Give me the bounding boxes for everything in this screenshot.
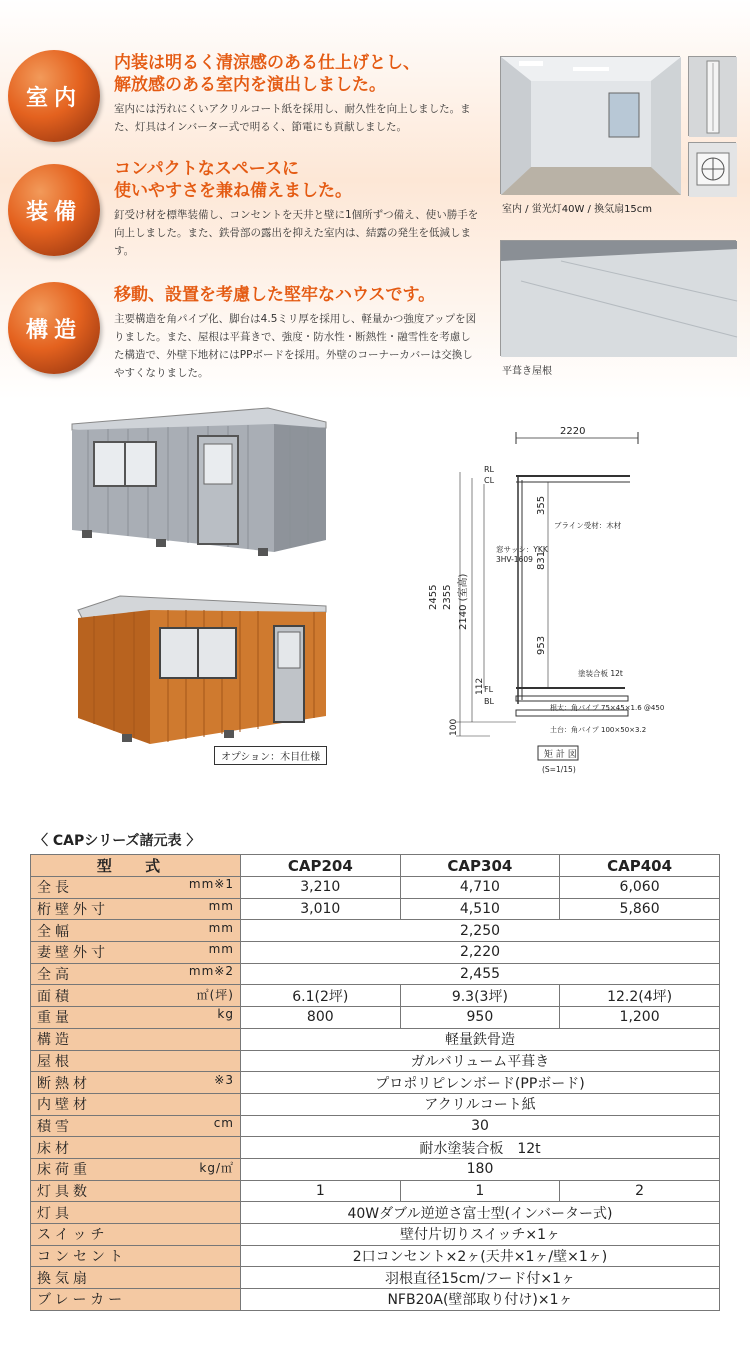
spec-cell-merged: 2口コンセント×2ヶ(天井×1ヶ/壁×1ヶ) [241, 1245, 720, 1267]
note-floor: 塗装合板 12t [578, 669, 623, 678]
spec-row [31, 1137, 720, 1159]
spec-label-text: スイッチ [37, 1227, 109, 1244]
badge-equipment: 装備 [8, 164, 100, 256]
spec-row-label [31, 1180, 241, 1202]
spec-cell: 800 [241, 1007, 401, 1029]
model-cap404: CAP404 [560, 855, 720, 877]
spec-label-text: 屋根 [37, 1053, 73, 1070]
spec-cell: 2 [560, 1180, 720, 1202]
spec-row [31, 1072, 720, 1094]
spec-row [31, 920, 720, 942]
spec-unit-text: mm [208, 920, 234, 935]
dim-100: 100 [449, 718, 459, 736]
spec-row-label [31, 1245, 241, 1267]
spec-cell-merged: 30 [241, 1115, 720, 1137]
spec-cell: 1 [400, 1180, 560, 1202]
spec-row [31, 1180, 720, 1202]
spec-row-label [31, 1289, 241, 1311]
spec-label-text: 断熱材 [37, 1075, 91, 1092]
interior-photo [500, 56, 680, 194]
spec-row [31, 1245, 720, 1267]
spec-row [31, 1224, 720, 1246]
spec-row [31, 942, 720, 964]
feature-body: 主要構造を角パイプ化、脚台は4.5ミリ厚を採用し、軽量かつ強度アップを図りました。また、屋根は平葺きで、強度・防水性・断熱性・融雪性を考慮した構造で、外壁下地材にはPPボードを採用。外壁のコーナーカバーは交換しやすくなりました。 [114, 313, 477, 379]
spec-unit-text: kg/㎡ [199, 1161, 234, 1176]
feature-headline: 移動、設置を考慮した堅牢なハウスです。 [114, 285, 436, 305]
spec-row-label [31, 1137, 241, 1159]
spec-row-label [31, 1007, 241, 1029]
spec-label-text: 換気扇 [37, 1270, 91, 1287]
spec-row [31, 963, 720, 985]
spec-label-text: 妻壁外寸 [37, 945, 109, 962]
dim-355: 355 [536, 495, 547, 515]
dim-112: 112 [475, 677, 485, 695]
roof-photo [500, 240, 736, 356]
section-drawing [420, 420, 665, 780]
spec-row-label [31, 963, 241, 985]
spec-row-label [31, 1224, 241, 1246]
spec-label-text: 面積 [37, 988, 73, 1005]
spec-cell: 9.3(3坪) [400, 985, 560, 1007]
spec-cell: 4,710 [400, 877, 560, 899]
spec-row-label [31, 985, 241, 1007]
spec-cell-merged: 耐水塗装合板 12t [241, 1137, 720, 1159]
spec-row-label [31, 1202, 241, 1224]
spec-unit-text: ※3 [214, 1072, 234, 1087]
spec-cell: 3,010 [241, 898, 401, 920]
model-cap204: CAP204 [241, 855, 401, 877]
level-fl: FL [484, 685, 494, 694]
spec-row [31, 1093, 720, 1115]
spec-row-label [31, 1115, 241, 1137]
feature-body: 室内には汚れにくいアクリルコート紙を採用し、耐久性を向上しました。また、灯具はインバーター式で明るく、節電にも貢献しました。 [114, 103, 471, 133]
spec-table [30, 854, 720, 1311]
note-blind: ブライン受材：木材 [554, 521, 622, 530]
spec-unit-text: mm※1 [188, 877, 234, 892]
spec-unit-text: ㎡(坪) [196, 987, 234, 1002]
spec-row-label [31, 942, 241, 964]
spec-unit-text: mm [208, 899, 234, 914]
spec-label-text: 灯具数 [37, 1183, 91, 1200]
dim-831: 831 [536, 550, 547, 570]
level-rl: RL [484, 465, 495, 474]
spec-label-text: 積雪 [37, 1118, 73, 1135]
drawing-title: 矩 計 図 [544, 750, 577, 760]
spec-header-label: 型 式 [31, 855, 241, 877]
spec-label-text: 全高 [37, 967, 73, 984]
spec-row [31, 1289, 720, 1311]
spec-cell-merged: 40Wダブル逆逆さ富士型(インバーター式) [241, 1202, 720, 1224]
spec-label-text: 桁壁外寸 [37, 902, 109, 919]
spec-label-text: 灯具 [37, 1205, 73, 1222]
dim-2455: 2455 [428, 584, 439, 610]
spec-label-text: ブレーカー [37, 1292, 127, 1309]
feature-headline: 内装は明るく清涼感のある仕上げとし、 解放感のある室内を演出しました。 [114, 53, 420, 95]
spec-row [31, 1202, 720, 1224]
spec-label-text: 全幅 [37, 923, 73, 940]
model-cap304: CAP304 [400, 855, 560, 877]
spec-title: 〈 CAPシリーズ諸元表 〉 [34, 833, 201, 849]
spec-unit-text: mm※2 [188, 964, 234, 979]
spec-row [31, 985, 720, 1007]
spec-row-label [31, 1072, 241, 1094]
spec-header-row [31, 855, 720, 877]
badge-structure: 構造 [8, 282, 100, 374]
roof-caption: 平葺き屋根 [502, 366, 552, 377]
ventilation-fan-photo [688, 142, 736, 196]
light-fixture-photo [688, 56, 736, 136]
spec-label-text: 内壁材 [37, 1097, 91, 1114]
spec-cell-merged: ガルバリューム平葺き [241, 1050, 720, 1072]
spec-unit-text: mm [208, 942, 234, 957]
spec-row [31, 1050, 720, 1072]
dim-2355: 2355 [442, 584, 453, 610]
spec-cell-merged: アクリルコート紙 [241, 1093, 720, 1115]
spec-row-label [31, 1267, 241, 1289]
spec-cell: 6,060 [560, 877, 720, 899]
spec-row-label [31, 1050, 241, 1072]
note-joist: 根太：角パイプ 75×45×1.6 @450 [550, 704, 665, 712]
spec-cell: 12.2(4坪) [560, 985, 720, 1007]
interior-caption: 室内 / 蛍光灯40W / 換気扇15cm [502, 204, 653, 215]
note-base: 土台：角パイプ 100×50×3.2 [550, 726, 647, 734]
note-sash-model: 3HV-1609 [496, 555, 533, 564]
spec-row-label [31, 898, 241, 920]
option-caption: オプション：木目仕様 [214, 746, 327, 765]
spec-label-text: 床荷重 [37, 1162, 91, 1179]
dim-2140: 2140 (室高) [458, 573, 469, 630]
spec-row-label [31, 920, 241, 942]
dim-953: 953 [536, 635, 547, 655]
spec-cell: 5,860 [560, 898, 720, 920]
spec-cell-merged: 2,250 [241, 920, 720, 942]
spec-row-label [31, 1028, 241, 1050]
spec-row [31, 1007, 720, 1029]
spec-cell: 950 [400, 1007, 560, 1029]
spec-label-text: 床材 [37, 1140, 73, 1157]
spec-row-label [31, 1158, 241, 1180]
spec-row [31, 898, 720, 920]
spec-row [31, 1028, 720, 1050]
spec-row [31, 1158, 720, 1180]
spec-row [31, 877, 720, 899]
spec-cell-merged: NFB20A(壁部取り付け)×1ヶ [241, 1289, 720, 1311]
spec-cell: 6.1(2坪) [241, 985, 401, 1007]
badge-interior: 室内 [8, 50, 100, 142]
spec-cell: 4,510 [400, 898, 560, 920]
spec-cell-merged: プロポリピレンボード(PPボード) [241, 1072, 720, 1094]
spec-row-label [31, 1093, 241, 1115]
spec-cell: 3,210 [241, 877, 401, 899]
spec-cell-merged: 壁付片切りスイッチ×1ヶ [241, 1224, 720, 1246]
level-cl: CL [484, 476, 495, 485]
spec-cell-merged: 180 [241, 1158, 720, 1180]
spec-row [31, 1267, 720, 1289]
width-dim-label: 2220 [560, 426, 586, 437]
spec-cell-merged: 2,220 [241, 942, 720, 964]
spec-unit-text: cm [213, 1115, 234, 1130]
spec-label-text: コンセント [37, 1249, 127, 1266]
feature-headline: コンパクトなスペースに 使いやすさを兼ね備えました。 [114, 159, 352, 201]
unit-wood-illustration [74, 592, 330, 746]
spec-label-text: 構造 [37, 1032, 73, 1049]
spec-cell-merged: 2,455 [241, 963, 720, 985]
drawing-scale: (S=1/15) [542, 765, 576, 774]
spec-cell-merged: 軽量鉄骨造 [241, 1028, 720, 1050]
note-sash: 窓サッシ：YKK [496, 545, 548, 554]
spec-row-label [31, 877, 241, 899]
level-bl: BL [484, 697, 494, 706]
unit-silver-illustration [68, 402, 330, 560]
spec-row [31, 1115, 720, 1137]
spec-label-text: 全長 [37, 880, 73, 897]
spec-cell: 1 [241, 1180, 401, 1202]
spec-cell: 1,200 [560, 1007, 720, 1029]
spec-cell-merged: 羽根直径15cm/フード付×1ヶ [241, 1267, 720, 1289]
spec-unit-text: kg [217, 1007, 234, 1022]
feature-body: 釘受け材を標準装備し、コンセントを天井と壁に1個所ずつ備え、使い勝手を向上しました。また、鉄骨部の露出を抑えた室内は、結露の発生を低減します。 [114, 209, 479, 257]
spec-label-text: 重量 [37, 1010, 73, 1027]
